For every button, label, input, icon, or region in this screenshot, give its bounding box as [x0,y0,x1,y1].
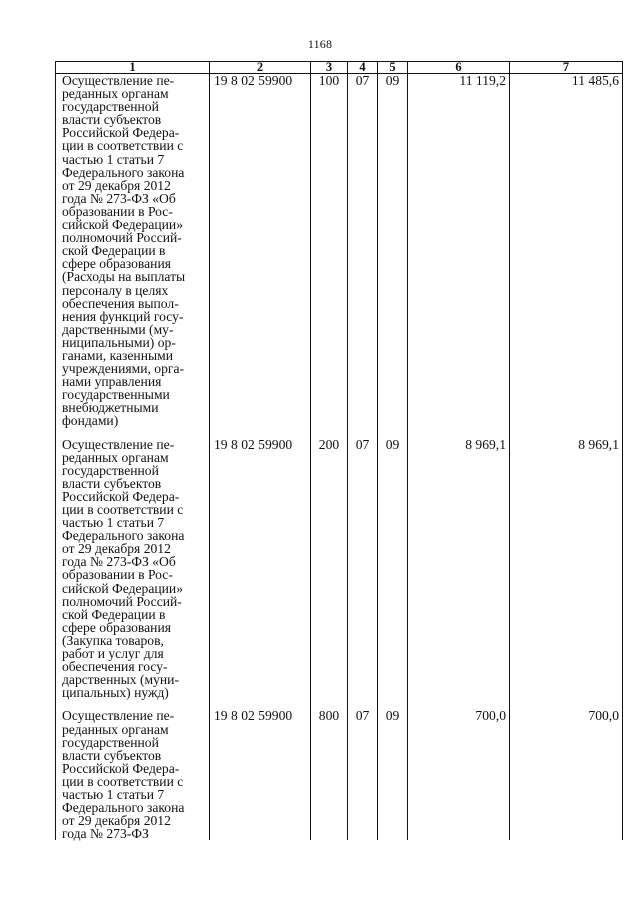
expense-description: Осуществление пе- реданных органам государственной власти субъектов Российской Федера- ции в соответствии с частью 1 статьи 7 Федерального закона от 29 декабря 2012 года № 273-ФЗ «Об образовании в Рос- сийской Федерации» полномочий Россий- ской Федерации в сфере образования (Закупка товаров, работ и услуг для обеспечения госу- дарственных (муни- ципальных) нужд) [56,438,210,700]
column-header-5: 5 [378,62,408,74]
expense-description: Осуществление пе- реданных органам государственной власти субъектов Российской Федера- ции в соответствии с частью 1 статьи 7 Федерального закона от 29 декабря 2012 года № 273-ФЗ [56,709,210,840]
column-header-4: 4 [348,62,378,74]
budget-table [55,61,623,840]
expense-type-code: 800 [311,709,348,840]
column-header-7: 7 [510,62,623,74]
header-row [56,62,623,74]
target-article-code: 19 8 02 59900 [210,74,311,428]
expense-type-code: 200 [311,438,348,700]
table-row [56,709,623,840]
amount-column-6: 8 969,1 [408,438,510,700]
column-header-3: 3 [311,62,348,74]
section-code: 07 [348,709,378,840]
amount-column-7: 8 969,1 [510,438,623,700]
amount-column-6: 11 119,2 [408,74,510,428]
amount-column-7: 11 485,6 [510,74,623,428]
target-article-code: 19 8 02 59900 [210,709,311,840]
subsection-code: 09 [378,74,408,428]
section-code: 07 [348,438,378,700]
column-header-2: 2 [210,62,311,74]
table-row [56,74,623,428]
expense-description: Осуществление пе- реданных органам государственной власти субъектов Российской Федера- ции в соответствии с частью 1 статьи 7 Федерального закона от 29 декабря 2012 года № 273-ФЗ «Об образовании в Рос- сийской Федерации» полномочий Россий- ской Федерации в сфере образования (Расходы на выплаты персоналу в целях обеспечения выпол- нения функций госу- дарственными (му- ниципальными) ор- ганами, казенными учреждениями, орга- нами управления государственными внебюджетными фондами) [56,74,210,428]
amount-column-7: 700,0 [510,709,623,840]
target-article-code: 19 8 02 59900 [210,438,311,700]
table-row [56,438,623,700]
subsection-code: 09 [378,438,408,700]
section-code: 07 [348,74,378,428]
column-header-1: 1 [56,62,210,74]
subsection-code: 09 [378,709,408,840]
column-header-6: 6 [408,62,510,74]
page-number: 1168 [307,37,333,51]
expense-type-code: 100 [311,74,348,428]
amount-column-6: 700,0 [408,709,510,840]
